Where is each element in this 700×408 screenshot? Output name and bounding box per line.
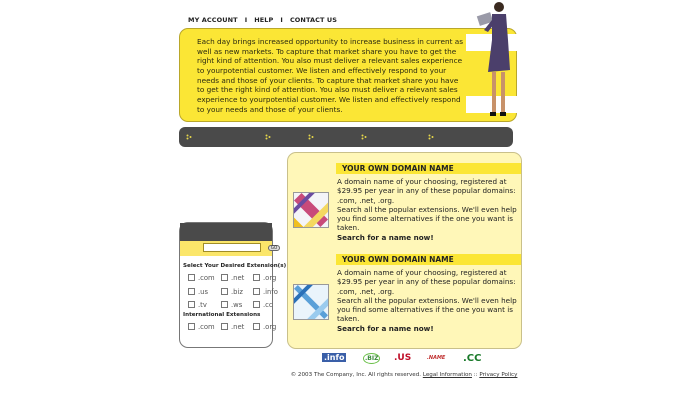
bullet-icon[interactable]	[428, 134, 434, 140]
checkbox-icon[interactable]	[221, 288, 228, 295]
checkbox-icon[interactable]	[253, 288, 260, 295]
intl-checkbox-org[interactable]: .org	[253, 323, 276, 331]
us-logo: .US	[394, 353, 412, 363]
domain-section-desc2: Search all the popular extensions. We'll even help you find some alternatives if the one you want is taken.	[337, 295, 517, 324]
domain-section-body	[337, 177, 519, 242]
intl-checkbox-com[interactable]: .com	[188, 323, 215, 331]
nav-separator: I	[244, 16, 248, 24]
top-nav	[188, 16, 337, 24]
ext-checkbox-us[interactable]: .us	[188, 288, 208, 296]
checkbox-icon[interactable]	[188, 323, 195, 330]
domain-section-desc2: Search all the popular extensions. We'll even help you find some alternatives if the one you want is taken.	[337, 204, 517, 233]
select-extensions-label: Select Your Desired Extension(s)	[183, 263, 287, 269]
ext-checkbox-cc[interactable]: .cc	[253, 301, 273, 309]
domain-search-input[interactable]	[203, 243, 261, 252]
ext-checkbox-ws[interactable]: .ws	[221, 301, 242, 309]
ext-checkbox-tv[interactable]: .tv	[188, 301, 207, 309]
ext-checkbox-org[interactable]: .org	[253, 274, 276, 282]
checkbox-icon[interactable]	[221, 274, 228, 281]
biz-logo: .BIZ	[365, 355, 379, 362]
checkbox-icon[interactable]	[221, 301, 228, 308]
checkbox-icon[interactable]	[188, 274, 195, 281]
info-logo: .info	[324, 353, 345, 362]
search-now-link[interactable]: Search for a name now!	[337, 323, 434, 333]
intl-checkbox-net[interactable]: .net	[221, 323, 244, 331]
nav-my-account[interactable]: MY ACCOUNT	[188, 16, 238, 24]
ext-checkbox-biz[interactable]: .biz	[221, 288, 243, 296]
domain-section-title: YOUR OWN DOMAIN NAME	[336, 163, 521, 174]
search-now-link[interactable]: Search for a name now!	[337, 232, 434, 242]
domain-thumbnail-image	[293, 284, 329, 320]
checkbox-icon[interactable]	[253, 301, 260, 308]
nav-contact-us[interactable]: CONTACT US	[289, 16, 338, 24]
search-box-header	[180, 223, 272, 241]
go-button[interactable]: GO	[268, 245, 280, 251]
nav-bar	[179, 127, 513, 147]
legal-information-link[interactable]: Legal Information	[422, 372, 472, 378]
domain-search-box	[179, 222, 287, 348]
businesswoman-image	[472, 0, 517, 124]
hero-text: Each day brings increased opportunity to increase business in current as well as new markets. To capture that market share you have to get the right kind of attention. You also must deliver a relevant sales experience to yourpotential customer. We listen and effectively respond to your needs and those of your clients. To capture that market share you have to get the right kind of attention. You also must deliver a relevant sales experience to yourpotential customer. We listen and effectively respond to your needs and those of your clients.	[197, 37, 464, 114]
copyright-text: © 2003 The Company, Inc. All rights reserved.	[290, 372, 422, 378]
bullet-icon[interactable]	[186, 134, 192, 140]
checkbox-icon[interactable]	[253, 323, 260, 330]
domain-section-desc: A domain name of your choosing, registered at $29.95 per year in any of these popular domains: .com, .net, .org.	[337, 268, 516, 296]
name-logo: .NAME	[427, 355, 446, 361]
bullet-icon[interactable]	[308, 134, 314, 140]
domain-thumbnail-image	[293, 192, 329, 228]
checkbox-icon[interactable]	[253, 274, 260, 281]
cc-logo: .CC	[463, 353, 482, 364]
nav-help[interactable]: HELP	[254, 16, 274, 24]
ext-checkbox-info[interactable]: .info	[253, 288, 278, 296]
ext-checkbox-com[interactable]: .com	[188, 274, 215, 282]
nav-separator: I	[280, 16, 283, 24]
checkbox-icon[interactable]	[188, 288, 195, 295]
footer-separator: ::	[473, 372, 478, 378]
ext-checkbox-net[interactable]: .net	[221, 274, 244, 282]
checkbox-icon[interactable]	[221, 323, 228, 330]
privacy-policy-link[interactable]: Privacy Policy	[479, 372, 518, 378]
intl-extensions-label: International Extensions	[183, 312, 261, 318]
bullet-icon[interactable]	[361, 134, 367, 140]
bullet-icon[interactable]	[265, 134, 271, 140]
footer	[290, 372, 518, 379]
domain-section-desc: A domain name of your choosing, registered at $29.95 per year in any of these popular domains: .com, .net, .org.	[337, 177, 516, 205]
domain-section-body	[337, 268, 519, 333]
domain-section-title: YOUR OWN DOMAIN NAME	[336, 254, 521, 265]
checkbox-icon[interactable]	[188, 301, 195, 308]
